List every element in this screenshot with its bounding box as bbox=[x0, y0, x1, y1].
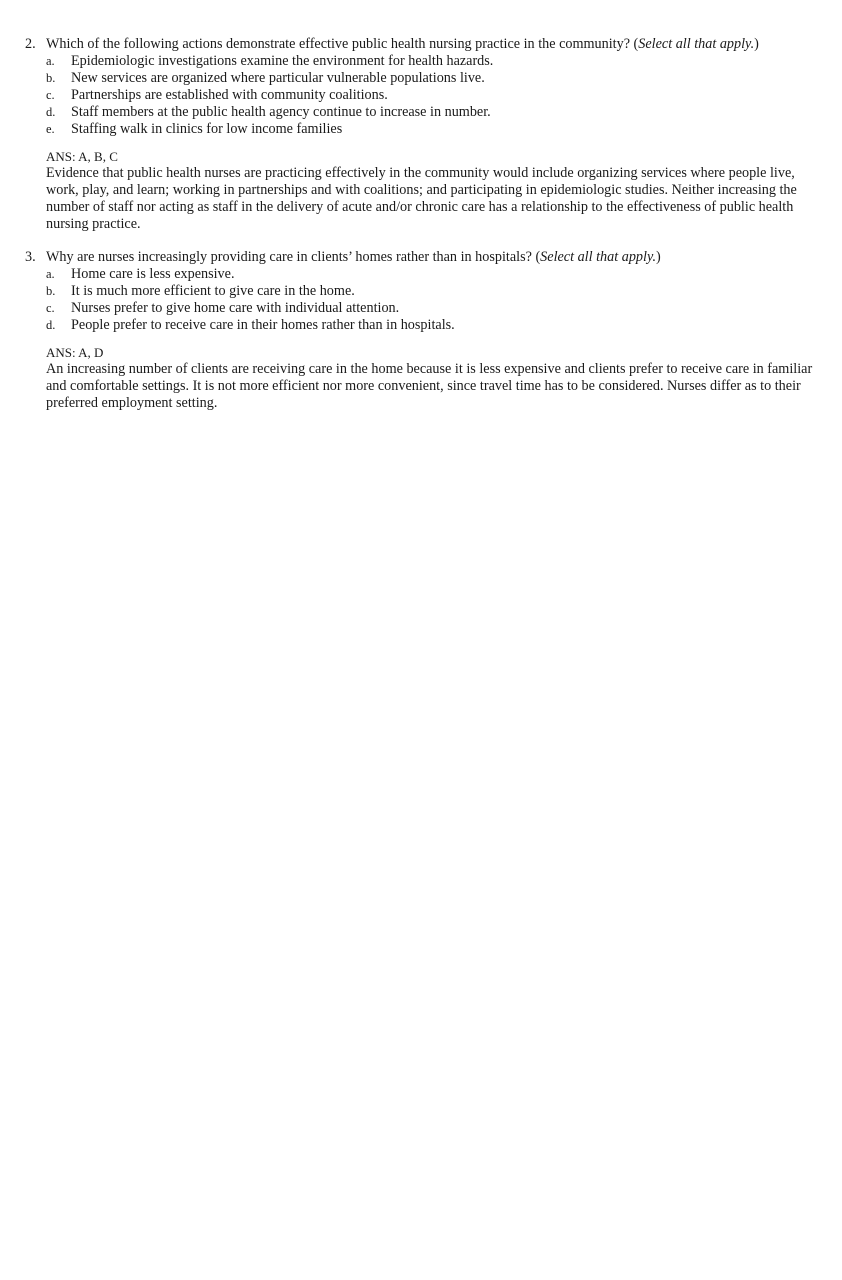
option-text: People prefer to receive care in their homes rather than in hospitals. bbox=[71, 317, 455, 333]
option-letter: b. bbox=[46, 71, 56, 85]
question-stem: Which of the following actions demonstrate effective public health nursing practice in the community? (Select all that apply.) bbox=[46, 36, 759, 52]
option-b bbox=[46, 283, 818, 300]
option-text: Nurses prefer to give home care with individual attention. bbox=[71, 300, 400, 316]
question-instruction: Select all that apply. bbox=[540, 249, 657, 265]
option-letter: b. bbox=[46, 284, 56, 298]
answer-rationale: Evidence that public health nurses are practicing effectively in the community would include organizing services where people live, work, play, and learn; working in partnerships and with coalitions; and participating in epidemiologic studies. Neither increasing the number of staff nor acting as staff in the delivery of acute and/or chronic care has a relationship to the effectiveness of public health nursing practice. bbox=[46, 165, 797, 232]
question-2 bbox=[25, 36, 818, 233]
option-text: Epidemiologic investigations examine the environment for health hazards. bbox=[71, 53, 494, 69]
option-letter: a. bbox=[46, 267, 55, 281]
question-number: 3. bbox=[25, 249, 36, 265]
option-text: It is much more efficient to give care in the home. bbox=[71, 283, 355, 299]
answer-options bbox=[46, 53, 818, 138]
option-letter: c. bbox=[46, 88, 55, 102]
answer-key: ANS: A, B, C bbox=[46, 149, 118, 164]
answer-rationale: An increasing number of clients are receiving care in the home because it is less expensive and clients prefer to receive care in familiar and comfortable settings. It is not more efficient nor more convenient, since travel time has to be considered. Nurses differ as to their preferred employment setting. bbox=[46, 361, 813, 411]
question-instruction: Select all that apply. bbox=[638, 36, 755, 52]
option-letter: d. bbox=[46, 105, 56, 119]
question-number: 2. bbox=[25, 36, 36, 52]
option-letter: d. bbox=[46, 318, 56, 332]
question-3 bbox=[25, 249, 818, 412]
option-text: Partnerships are established with community coalitions. bbox=[71, 87, 388, 103]
question-spacer bbox=[25, 233, 818, 249]
option-letter: c. bbox=[46, 301, 55, 315]
option-a bbox=[46, 53, 818, 70]
option-text: Staffing walk in clinics for low income families bbox=[71, 121, 343, 137]
option-text: Home care is less expensive. bbox=[71, 266, 235, 282]
option-letter: a. bbox=[46, 54, 55, 68]
option-e bbox=[46, 121, 818, 138]
option-text: Staff members at the public health agency continue to increase in number. bbox=[71, 104, 491, 120]
option-c bbox=[46, 300, 818, 317]
option-d bbox=[46, 317, 818, 334]
question-stem: Why are nurses increasingly providing care in clients’ homes rather than in hospitals? (Select all that apply.) bbox=[46, 249, 661, 265]
option-c bbox=[46, 87, 818, 104]
option-b bbox=[46, 70, 818, 87]
option-d bbox=[46, 104, 818, 121]
option-letter: e. bbox=[46, 122, 55, 136]
option-text: New services are organized where particular vulnerable populations live. bbox=[71, 70, 485, 86]
answer-options bbox=[46, 266, 818, 334]
option-a bbox=[46, 266, 818, 283]
answer-key: ANS: A, D bbox=[46, 345, 104, 360]
